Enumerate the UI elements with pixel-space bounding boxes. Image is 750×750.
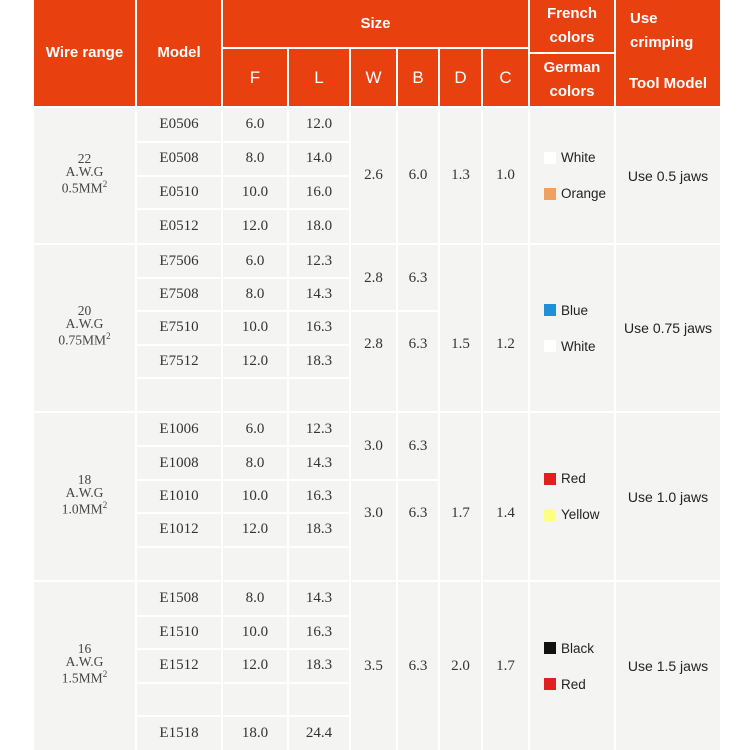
cell-bg [530, 582, 614, 750]
c-cell: 1.7 [496, 657, 515, 674]
tool-cell: Use 1.5 jaws [627, 658, 709, 674]
mm-superscript: 2 [106, 331, 111, 341]
color-swatch-icon [544, 304, 556, 316]
color-name: Yellow [561, 507, 600, 522]
mm-value: $1.5MM^2$ [61, 669, 108, 686]
header-b: B [398, 49, 438, 106]
color-tag [544, 336, 596, 356]
l-cell: 18.3 [305, 521, 333, 538]
l-cell: 14.3 [305, 454, 333, 471]
color-tag [544, 674, 586, 694]
model-cell: E7512 [159, 352, 199, 369]
c-cell: 1.0 [496, 167, 515, 183]
l-cell: 18.3 [305, 352, 333, 369]
color-swatch-icon [544, 152, 556, 164]
wire-range-label [34, 642, 135, 685]
l-cell: 18.3 [305, 657, 333, 674]
model-cell: E7508 [159, 286, 199, 303]
awg-label: A.W.G [65, 484, 104, 500]
f-cell: 6.0 [245, 116, 265, 133]
b-cell: 6.3 [408, 336, 428, 353]
mm-value: $1.0MM^2$ [61, 499, 108, 516]
tool-cell: Use 0.75 jaws [624, 320, 712, 336]
w-cell: 2.6 [364, 167, 383, 183]
model-cell: E0508 [159, 150, 199, 167]
f-cell: 10.0 [241, 487, 269, 504]
color-name: Red [561, 676, 586, 692]
d-cell: 1.5 [451, 336, 470, 353]
f-cell: 10.0 [241, 183, 269, 200]
b-cell: 6.3 [408, 437, 428, 454]
d-cell: 2.0 [451, 657, 470, 674]
color-name: Blue [561, 302, 589, 318]
f-cell: 12.0 [241, 217, 269, 234]
mm-value: $0.75MM^2$ [58, 331, 111, 348]
awg-number: 20 [77, 303, 92, 318]
awg-number: 18 [77, 471, 92, 487]
awg-label: A.W.G [65, 654, 104, 669]
model-cell: E7506 [159, 253, 199, 270]
b-cell: 6.3 [408, 269, 428, 286]
color-name: White [561, 150, 596, 165]
awg-number: 16 [77, 641, 92, 656]
header-model: Model [137, 0, 221, 106]
color-name: Black [561, 640, 595, 656]
model-cell: E1512 [159, 657, 199, 674]
cell-bg [530, 245, 614, 411]
header-french-colors: French colors [530, 0, 614, 52]
color-tag [544, 148, 596, 168]
l-cell: 14.0 [305, 150, 333, 167]
tool-cell: Use 1.0 jaws [627, 488, 709, 505]
awg-label: A.W.G [65, 163, 104, 179]
header-c: C [483, 49, 528, 106]
f-cell: 6.0 [245, 253, 265, 270]
color-tag [544, 505, 600, 525]
w-cell: 3.5 [364, 657, 383, 674]
f-cell: 6.0 [245, 421, 265, 438]
header-f: F [223, 49, 287, 106]
mm-superscript: 2 [102, 499, 108, 510]
f-cell: 8.0 [245, 590, 265, 607]
w-cell: 2.8 [364, 269, 383, 286]
color-swatch-icon [544, 340, 556, 352]
l-cell: 12.3 [305, 421, 333, 438]
w-cell: 3.0 [364, 437, 383, 454]
color-name: Red [561, 471, 586, 486]
header-use-crimping: Use crimping [616, 0, 720, 62]
l-cell: 12.0 [305, 116, 333, 133]
color-swatch-icon [544, 188, 556, 200]
wire-range-label [34, 304, 135, 347]
b-cell: 6.3 [408, 504, 428, 521]
l-cell: 18.0 [305, 217, 333, 234]
header-l: L [289, 49, 349, 106]
d-cell: 1.3 [451, 167, 470, 183]
f-cell: 8.0 [245, 286, 265, 303]
tool-cell: Use 0.5 jaws [627, 167, 709, 184]
l-cell: 16.3 [305, 487, 333, 504]
l-cell: 14.3 [305, 286, 333, 303]
model-cell: E1008 [159, 454, 199, 471]
f-cell: 10.0 [241, 623, 269, 640]
c-cell: 1.2 [496, 336, 515, 353]
color-swatch-icon [544, 509, 556, 521]
model-cell: E1518 [159, 724, 199, 741]
header-size: Size [223, 0, 528, 47]
b-cell: 6.0 [408, 167, 428, 183]
header-w: W [351, 49, 396, 106]
w-cell: 2.8 [364, 336, 383, 353]
f-cell: 12.0 [241, 352, 269, 369]
model-cell: E1010 [159, 487, 199, 504]
f-cell: 8.0 [245, 150, 265, 167]
color-name: White [561, 338, 596, 354]
model-cell: E1006 [159, 421, 199, 438]
b-cell: 6.3 [408, 657, 428, 674]
l-cell: 16.3 [305, 623, 333, 640]
header-german-colors: German colors [530, 54, 614, 106]
f-cell: 12.0 [241, 657, 269, 674]
l-cell: 24.4 [305, 724, 333, 741]
w-cell: 3.0 [364, 504, 383, 521]
awg-label: A.W.G [65, 316, 104, 331]
cell-bg [530, 108, 614, 243]
header-wire-range: Wire range [34, 0, 135, 106]
wire-range-label [34, 473, 135, 516]
d-cell: 1.7 [451, 504, 470, 521]
color-swatch-icon [544, 678, 556, 690]
header-d: D [440, 49, 481, 106]
f-cell: 10.0 [241, 319, 269, 336]
model-cell: E1510 [159, 623, 199, 640]
color-swatch-icon [544, 473, 556, 485]
l-cell: 16.3 [305, 319, 333, 336]
f-cell: 18.0 [241, 724, 269, 741]
color-tag [544, 469, 586, 489]
c-cell: 1.4 [496, 504, 515, 521]
color-swatch-icon [544, 642, 556, 654]
mm-superscript: 2 [102, 178, 108, 189]
header-tool-model: Tool Model [616, 62, 720, 106]
model-cell: E7510 [159, 319, 199, 336]
cell-bg [530, 413, 614, 580]
awg-number: 22 [77, 150, 92, 166]
wire-range-label [34, 152, 135, 195]
l-cell: 12.3 [305, 253, 333, 270]
mm-superscript: 2 [102, 669, 108, 679]
l-cell: 16.0 [305, 183, 333, 200]
model-cell: E1508 [159, 590, 199, 607]
model-cell: E0510 [159, 183, 199, 200]
l-cell: 14.3 [305, 590, 333, 607]
model-cell: E0506 [159, 116, 199, 133]
color-tag [544, 638, 594, 658]
color-tag [544, 300, 588, 320]
f-cell: 8.0 [245, 454, 265, 471]
model-cell: E1012 [159, 521, 199, 538]
color-name: Orange [561, 186, 607, 201]
f-cell: 12.0 [241, 521, 269, 538]
model-cell: E0512 [159, 217, 199, 234]
color-tag [544, 184, 606, 204]
mm-value: $0.5MM^2$ [61, 178, 108, 195]
